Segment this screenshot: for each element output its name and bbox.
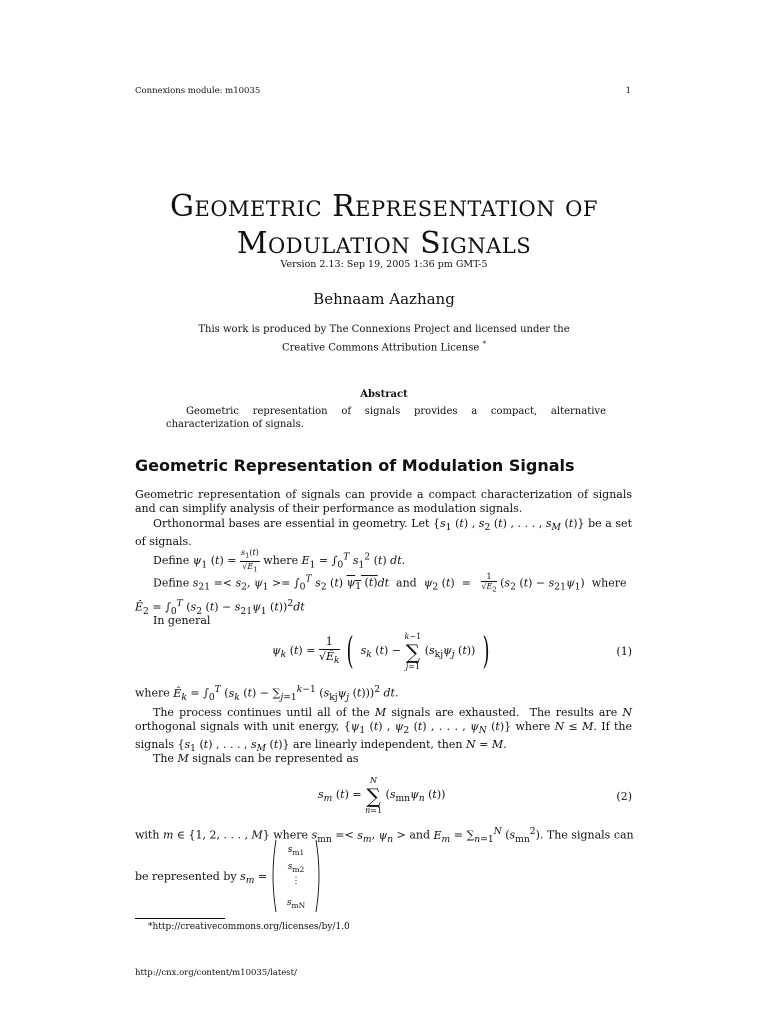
license-line-1: This work is produced by The Connexions Project and licensed under the — [198, 324, 570, 335]
abstract-heading: Abstract — [360, 389, 408, 400]
author-name: Behnaam Aazhang — [313, 290, 455, 308]
paragraph-3: The process continues until all of the M signals are exhausted. The results are N orthogonal signals with unit energy, {$\psi_1$ (t) , $\psi_2$ (t) , . . . , $\psi_N$ (t)} where N ≤ M. If the signals {$s_1$ (t) , . . . , $s_M$ (t)} are linearly independent, then N = M. — [135, 706, 633, 755]
in-general: In general — [153, 614, 211, 627]
ek-definition: where $Ê_k = \int_0^T$ ($s_k$ $(t) - \sum_{j=1}^{k-1}$ ($s_{kj}\psi_j$ (t)))$^2$ dt. — [135, 684, 399, 703]
abstract-text: Geometric representation of signals provides a compact, alternative characterization of signals. — [166, 406, 606, 430]
be-represented-line: be represented by $s_m$ = — [135, 870, 268, 887]
vector-entry-n: $s_{mN}$ — [286, 898, 306, 910]
document-title — [0, 188, 768, 262]
footnote-marker: * — [482, 340, 486, 348]
equation-1: $\psi_k$ (t) = $\frac{1}{√Ê_k}$ ( $s_k$ (t) − k−1 ∑ j=1 ($s_{kj}\psi_j$ (t)) ) — [272, 631, 490, 672]
equation-2-number: (2) — [616, 790, 632, 803]
footnote-text[interactable]: *http://creativecommons.org/licenses/by/1.0 — [148, 922, 350, 932]
running-header: Connexions module: m10035 — [135, 86, 261, 96]
paragraph-4: The M signals can be represented as — [153, 752, 359, 765]
define-psi1: Define $\psi_1$ (t) = $\frac{s_1(t)}{√E_1}$ where $E_1 = \int_0^T$ $s_1^2$ (t) dt. — [153, 548, 406, 574]
column-vector — [270, 838, 322, 914]
define-s21: Define $s_{21} =< s_2$, $\psi_1 >= \int_0^T$ $s_2$ (t) $\psi_1$ (t)dt and $\psi_2$ (t) = $\frac{1}{√Ê_2}$ ($s_2$ $(t) - s_{21}\psi_1$) where — [153, 572, 627, 594]
equation-1-number: (1) — [616, 645, 632, 658]
equation-2: $s_m$ (t) = N ∑ n=1 ($s_{mn}\psi_n$ (t)) — [318, 776, 446, 815]
version-line: Version 2.13: Sep 19, 2005 1:36 pm GMT-5 — [280, 259, 488, 270]
footnote-rule — [135, 918, 225, 919]
vector-entry-1: $s_{m1}$ — [287, 845, 305, 857]
section-heading: Geometric Representation of Modulation Signals — [135, 456, 575, 475]
license-line-2 — [0, 340, 768, 353]
with-line: with m ∈ {1, 2, . . . , M} where $s_{mn} =< s_m$, $\psi_n$ > and $E_m = \sum_{n=1}^N$ $(s_{mn}^2)$. The signals can — [135, 826, 634, 845]
vector-entry-2: $s_{m2}$ — [287, 862, 305, 874]
title-line-2: Modulation Signals — [236, 226, 532, 261]
page-number: 1 — [625, 86, 631, 96]
title-line-1: Geometric Representation of — [170, 189, 598, 224]
license-link-text[interactable]: Creative Commons Attribution License — [282, 342, 480, 354]
vector-ellipsis: ⋮ — [291, 876, 301, 886]
footer-url[interactable]: http://cnx.org/content/m10035/latest/ — [135, 968, 297, 978]
paragraph-1: Geometric representation of signals can provide a compact characterization of signals and can simplify analysis of their performance as modulation signals. — [135, 488, 632, 515]
e2-definition: $Ê_2 = \int_0^T$ ($s_2$ $(t) - s_{21}\psi_1$ (t))$^2$dt — [135, 598, 305, 617]
paragraph-2: Orthonormal bases are essential in geometry. Let {$s_1$ (t) , $s_2$ (t) , . . . , $s_M$ (t)} be a set of signals. — [135, 517, 632, 549]
